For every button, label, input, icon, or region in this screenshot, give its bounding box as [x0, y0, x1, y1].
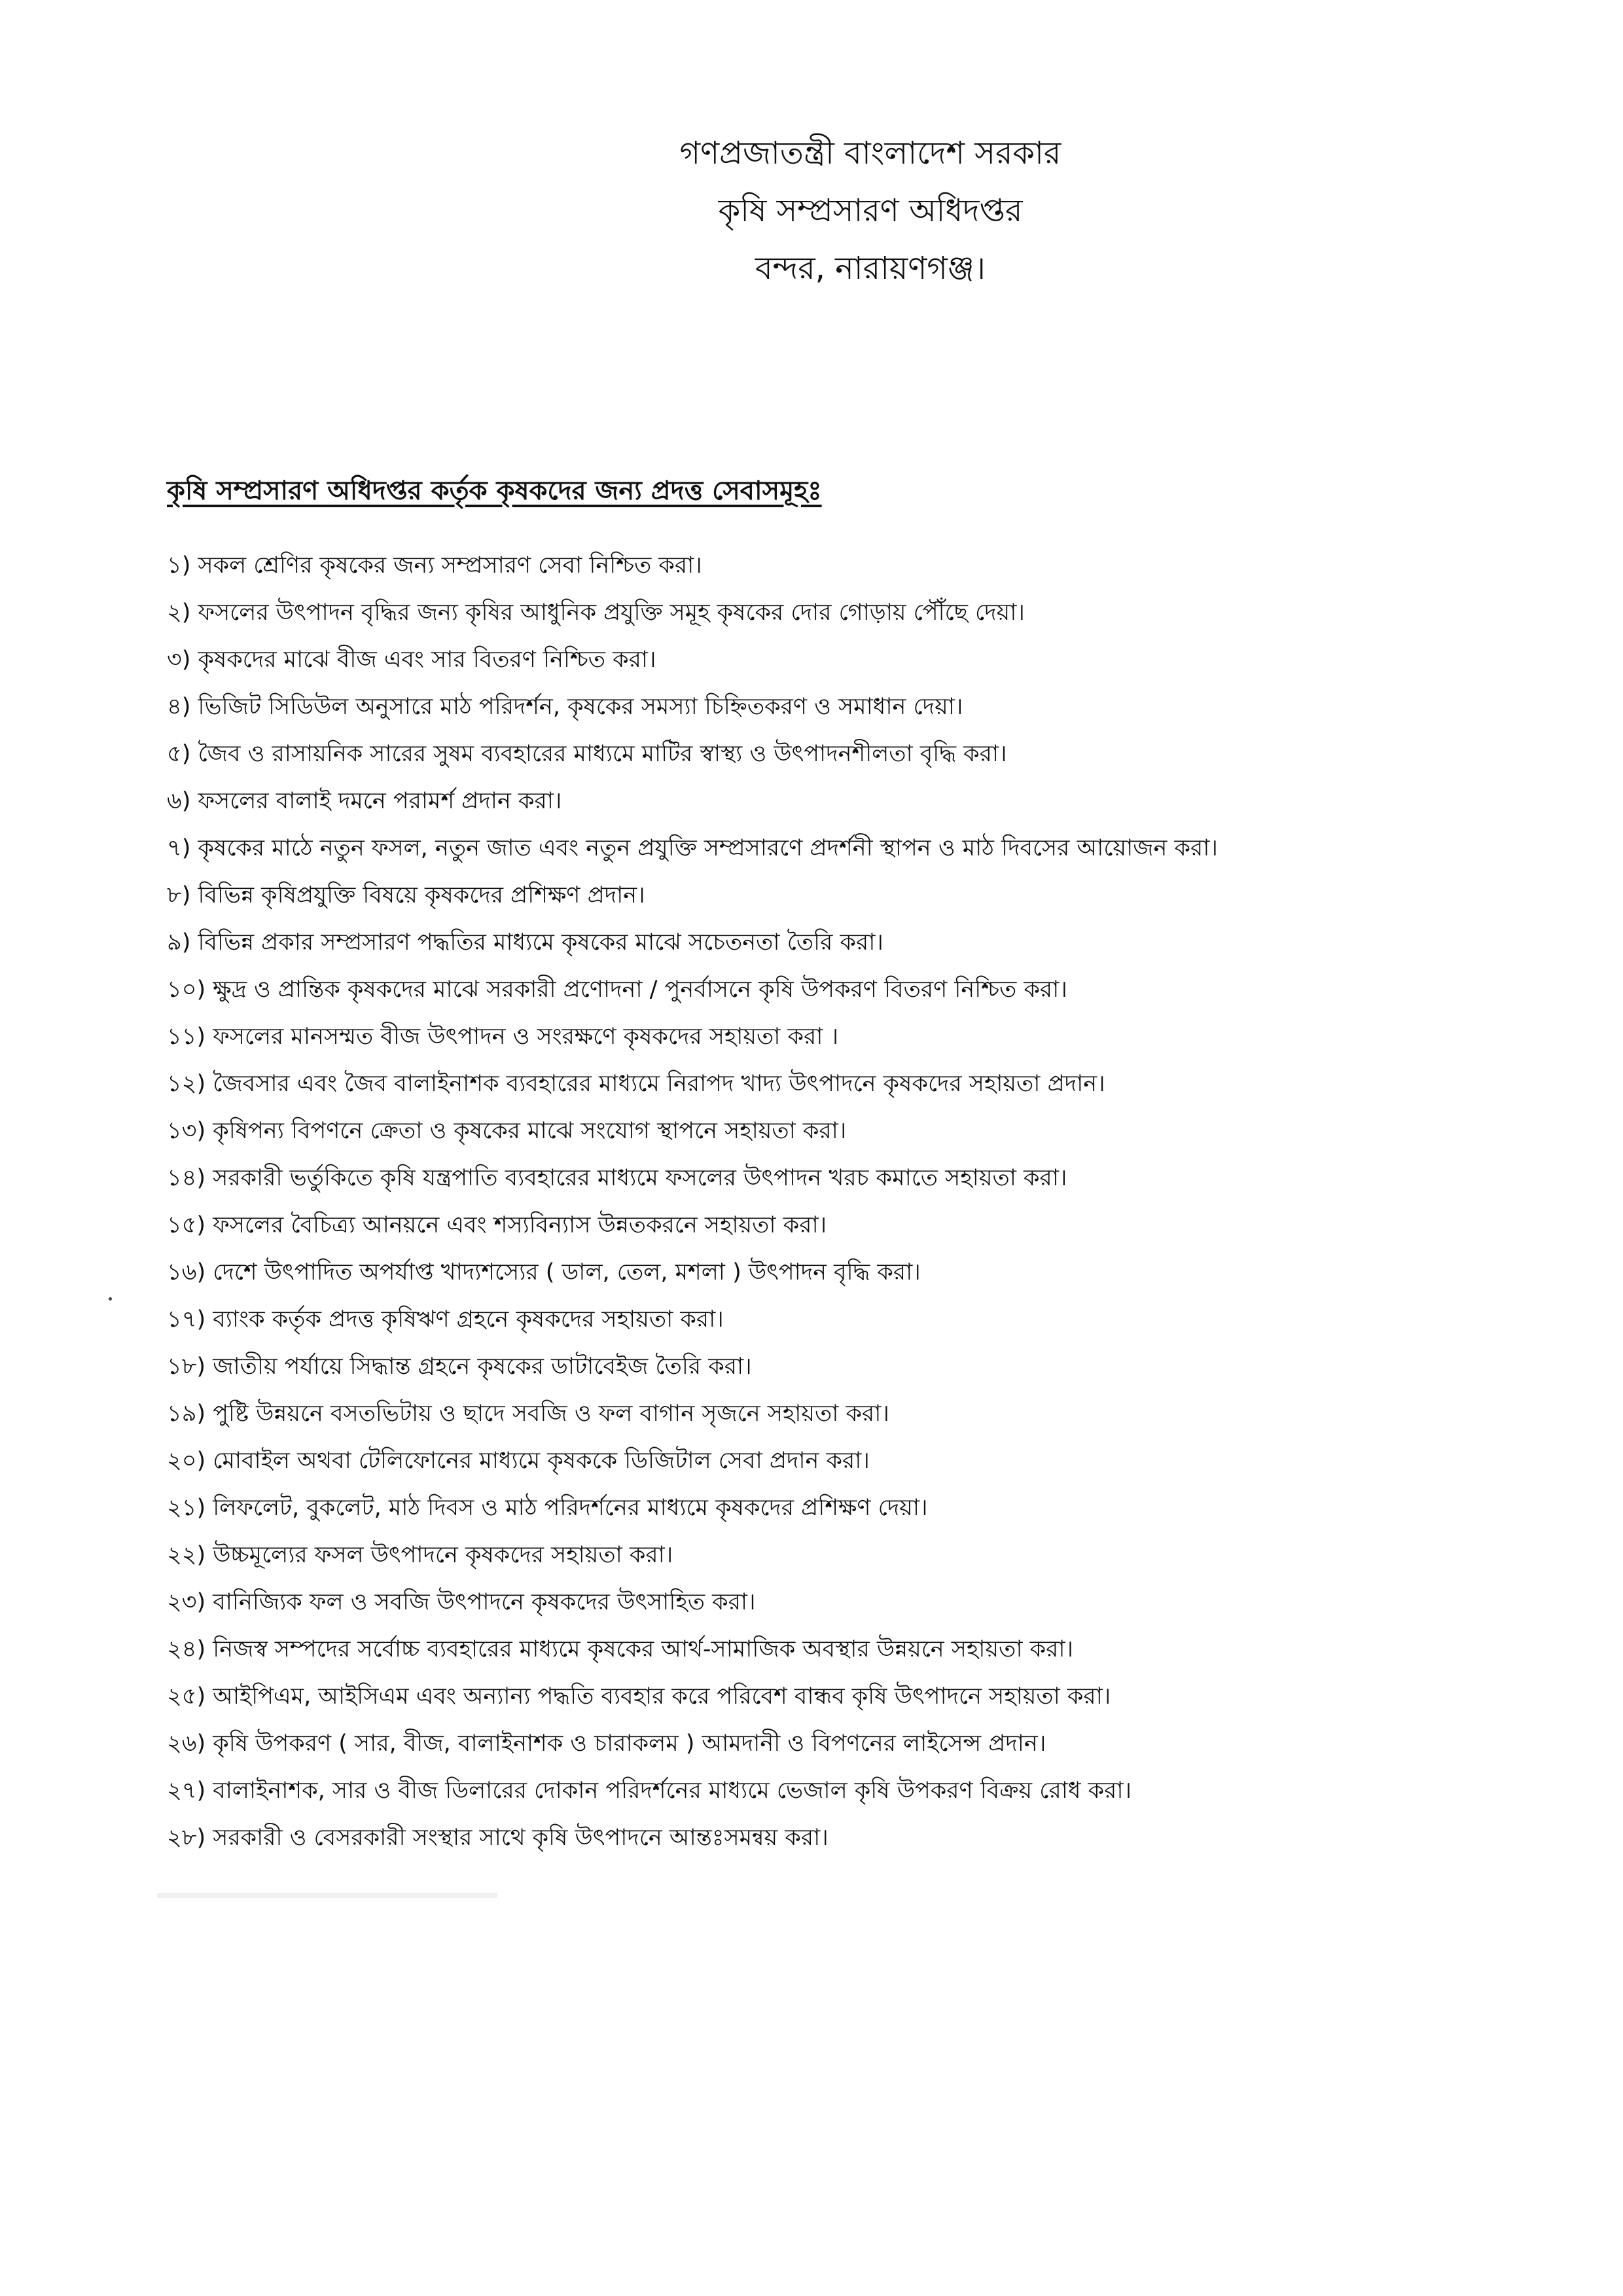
service-item: ১১) ফসলের মানসম্মত বীজ উৎপাদন ও সংরক্ষণে কৃষকদের সহায়তা করা ।	[167, 1024, 839, 1050]
service-item: ৩) কৃষকদের মাঝে বীজ এবং সার বিতরণ নিশ্চিত করা।	[167, 647, 656, 673]
service-item: ১০) ক্ষুদ্র ও প্রান্তিক কৃষকদের মাঝে সরকারী প্রণোদনা / পুনর্বাসনে কৃষি উপকরণ বিতরণ নিশ্চিত করা।	[167, 977, 1067, 1003]
service-item: ১৫) ফসলের বৈচিত্র্য আনয়নে এবং শস্যবিন্যাস উন্নতকরনে সহায়তা করা।	[167, 1212, 827, 1238]
service-item: ৭) কৃষকের মাঠে নতুন ফসল, নতুন জাত এবং নতুন প্রযুক্তি সম্প্রসারণে প্রদর্শনী স্থাপন ও মাঠ দিবসের আয়োজন করা।	[167, 835, 1218, 861]
scan-speck	[109, 1297, 112, 1300]
service-item: ২০) মোবাইল অথবা টেলিফোনের মাধ্যমে কৃষককে ডিজিটাল সেবা প্রদান করা।	[167, 1448, 870, 1474]
section-title: কৃষি সম্প্রসারণ অধিদপ্তর কর্তৃক কৃষকদের জন্য প্রদত্ত সেবাসমূহঃ	[167, 476, 822, 506]
faint-scan-trace	[157, 1893, 497, 1898]
service-item: ৬) ফসলের বালাই দমনে পরামর্শ প্রদান করা।	[167, 788, 562, 814]
service-item: ২২) উচ্চমূল্যের ফসল উৎপাদনে কৃষকদের সহায়তা করা।	[167, 1542, 673, 1568]
service-item: ৮) বিভিন্ন কৃষিপ্রযুক্তি বিষয়ে কৃষকদের প্রশিক্ষণ প্রদান।	[167, 882, 645, 908]
service-item: ২৫) আইপিএম, আইসিএম এবং অন্যান্য পদ্ধতি ব্যবহার করে পরিবেশ বান্ধব কৃষি উৎপাদনে সহায়তা করা।	[167, 1683, 1111, 1710]
service-item: ১৭) ব্যাংক কর্তৃক প্রদত্ত কৃষিঋণ গ্রহনে কৃষকদের সহায়তা করা।	[167, 1306, 724, 1333]
service-item: ২৪) নিজস্ব সম্পদের সর্বোচ্চ ব্যবহারের মাধ্যমে কৃষকের আর্থ-সামাজিক অবস্থার উন্নয়নে সহায়তা করা।	[167, 1636, 1073, 1662]
service-item: ১৪) সরকারী ভর্তুকিতে কৃষি যন্ত্রপাতি ব্যবহারের মাধ্যমে ফসলের উৎপাদন খরচ কমাতে সহায়তা করা।	[167, 1165, 1067, 1191]
service-item: ৪) ভিজিট সিডিউল অনুসারে মাঠ পরিদর্শন, কৃষকের সমস্যা চিহ্নিতকরণ ও সমাধান দেয়া।	[167, 694, 963, 720]
service-item: ২৮) সরকারী ও বেসরকারী সংস্থার সাথে কৃষি উৎপাদনে আন্তঃসমন্বয় করা।	[167, 1825, 829, 1851]
service-item: ১৯) পুষ্টি উন্নয়নে বসতভিটায় ও ছাদে সবজি ও ফল বাগান সৃজনে সহায়তা করা।	[167, 1401, 889, 1427]
service-item: ২৬) কৃষি উপকরণ ( সার, বীজ, বালাইনাশক ও চারাকলম ) আমদানী ও বিপণনের লাইসেন্স প্রদান।	[167, 1731, 1046, 1757]
letterhead	[576, 124, 1165, 297]
service-item: ১) সকল শ্রেণির কৃষকের জন্য সম্প্রসারণ সেবা নিশ্চিত করা।	[167, 552, 702, 579]
header-government: গণপ্রজাতন্ত্রী বাংলাদেশ সরকার	[679, 135, 1061, 171]
service-item: ১৮) জাতীয় পর্যায়ে সিদ্ধান্ত গ্রহনে কৃষকের ডাটাবেইজ তৈরি করা।	[167, 1354, 752, 1380]
service-item: ৫) জৈব ও রাসায়নিক সারের সুষম ব্যবহারের মাধ্যমে মাটির স্বাস্থ্য ও উৎপাদনশীলতা বৃদ্ধি করা।	[167, 741, 1007, 767]
service-item: ২৩) বানিজ্যিক ফল ও সবজি উৎপাদনে কৃষকদের উৎসাহিত করা।	[167, 1589, 756, 1615]
services-list	[167, 542, 1587, 1861]
service-item: ২১) লিফলেট, বুকলেট, মাঠ দিবস ও মাঠ পরিদর্শনের মাধ্যমে কৃষকদের প্রশিক্ষণ দেয়া।	[167, 1495, 928, 1521]
service-item: ৯) বিভিন্ন প্রকার সম্প্রসারণ পদ্ধতির মাধ্যমে কৃষকের মাঝে সচেতনতা তৈরি করা।	[167, 929, 883, 956]
service-item: ১৬) দেশে উৎপাদিত অপর্যাপ্ত খাদ্যশস্যের ( ডাল, তেল, মশলা ) উৎপাদন বৃদ্ধি করা।	[167, 1259, 921, 1285]
header-department: কৃষি সম্প্রসারণ অধিদপ্তর	[718, 192, 1023, 229]
service-item: ২৭) বালাইনাশক, সার ও বীজ ডিলারের দোকান পরিদর্শনের মাধ্যমে ভেজাল কৃষি উপকরণ বিক্রয় রোধ করা।	[167, 1778, 1132, 1804]
service-item: ২) ফসলের উৎপাদন বৃদ্ধির জন্য কৃষির আধুনিক প্রযুক্তি সমূহ কৃষকের দোর গোড়ায় পৌঁছে দেয়া।	[167, 600, 1025, 626]
service-item: ১২) জৈবসার এবং জৈব বালাইনাশক ব্যবহারের মাধ্যমে নিরাপদ খাদ্য উৎপাদনে কৃষকদের সহায়তা প্রদান।	[167, 1071, 1105, 1097]
header-location: বন্দর, নারায়ণগঞ্জ।	[755, 250, 986, 287]
service-item: ১৩) কৃষিপন্য বিপণনে ক্রেতা ও কৃষকের মাঝে সংযোগ স্থাপনে সহায়তা করা।	[167, 1118, 847, 1144]
